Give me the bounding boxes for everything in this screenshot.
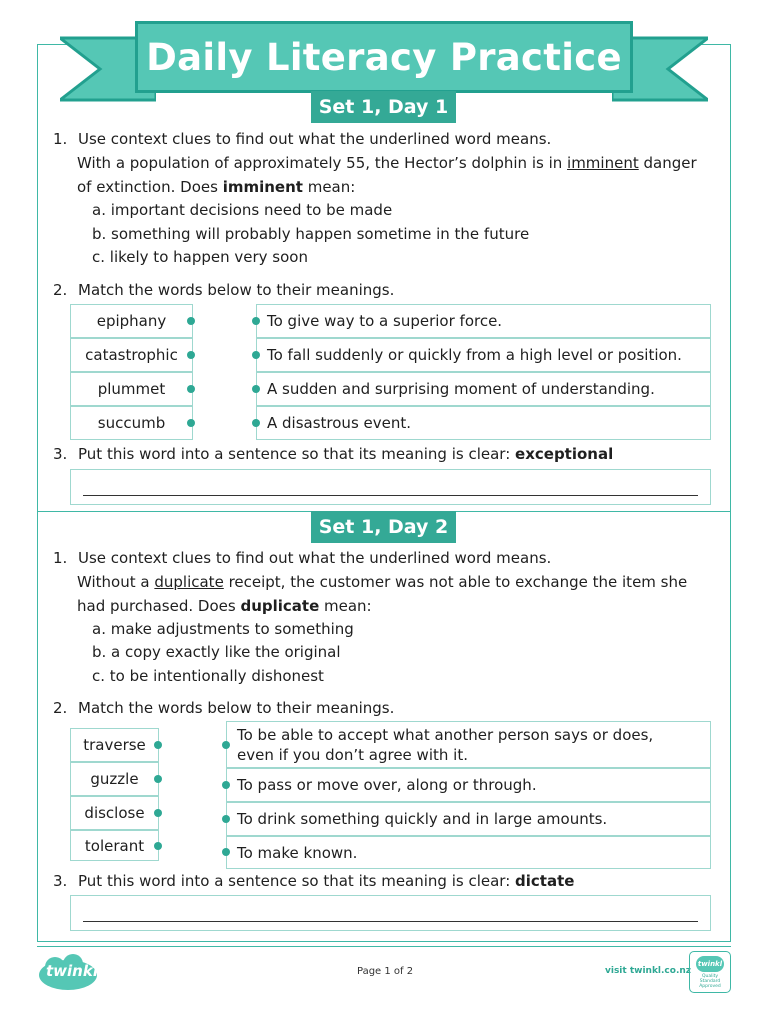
set2-meaning-dot[interactable] <box>222 848 230 856</box>
set1-meaning-dot[interactable] <box>252 385 260 393</box>
set2-meaning-dot[interactable] <box>222 741 230 749</box>
page-number: Page 1 of 2 <box>357 966 414 977</box>
set1-word-dot[interactable] <box>187 317 195 325</box>
set2-meaning-2[interactable]: To pass or move over, along or through. <box>226 768 711 802</box>
set2-meaning-dot[interactable] <box>222 781 230 789</box>
set1-q2-prompt: 2. Match the words below to their meanings. <box>53 281 395 299</box>
set2-word-dot[interactable] <box>154 775 162 783</box>
set1-word-2[interactable]: catastrophic <box>70 338 193 372</box>
page-title: Daily Literacy Practice <box>146 35 622 79</box>
set2-q1-option-a[interactable]: a. make adjustments to something <box>92 620 354 638</box>
underlined-word: duplicate <box>154 573 224 591</box>
set2-word-4[interactable]: tolerant <box>70 830 159 861</box>
answer-line[interactable] <box>83 921 698 922</box>
title-banner <box>135 21 633 93</box>
twinkl-logo-text[interactable]: twinkl <box>46 962 98 980</box>
set2-q1-option-b[interactable]: b. a copy exactly like the original <box>92 643 341 661</box>
set2-word-2[interactable]: guzzle <box>70 762 159 796</box>
set2-label: Set 1, Day 2 <box>311 511 456 543</box>
set1-q1-option-a[interactable]: a. important decisions need to be made <box>92 201 393 219</box>
set1-q1-option-b[interactable]: b. something will probably happen sometime in the future <box>92 225 530 243</box>
set2-q1-question: had purchased. Does duplicate mean: <box>77 597 372 615</box>
set2-word-1[interactable]: traverse <box>70 728 159 762</box>
set1-label: Set 1, Day 1 <box>311 91 456 123</box>
visit-link[interactable]: visit twinkl.co.nz <box>605 966 692 976</box>
set1-meaning-4[interactable]: A disastrous event. <box>256 406 711 440</box>
set2-word-dot[interactable] <box>154 741 162 749</box>
set1-word-dot[interactable] <box>187 385 195 393</box>
set2-q2-prompt: 2. Match the words below to their meanings. <box>53 699 395 717</box>
set1-q1-sentence: With a population of approximately 55, the Hector’s dolphin is in imminent danger <box>77 154 697 172</box>
quality-badge <box>689 951 731 993</box>
set1-q1-question: of extinction. Does imminent mean: <box>77 178 356 196</box>
set1-word-3[interactable]: plummet <box>70 372 193 406</box>
set1-meaning-2[interactable]: To fall suddenly or quickly from a high level or position. <box>256 338 711 372</box>
set1-answer-box[interactable] <box>70 469 711 505</box>
set1-word-dot[interactable] <box>187 351 195 359</box>
set1-q3-prompt: 3. Put this word into a sentence so that its meaning is clear: exceptional <box>53 445 614 463</box>
footer-divider <box>37 946 731 947</box>
set1-meaning-dot[interactable] <box>252 351 260 359</box>
set1-word-dot[interactable] <box>187 419 195 427</box>
underlined-word: imminent <box>567 154 639 172</box>
set2-q3-prompt: 3. Put this word into a sentence so that its meaning is clear: dictate <box>53 872 575 890</box>
set2-answer-box[interactable] <box>70 895 711 931</box>
set1-meaning-1[interactable]: To give way to a superior force. <box>256 304 711 338</box>
set2-q1-prompt: 1. Use context clues to find out what the underlined word means. <box>53 549 552 567</box>
set2-word-3[interactable]: disclose <box>70 796 159 830</box>
set1-word-4[interactable]: succumb <box>70 406 193 440</box>
set2-meaning-dot[interactable] <box>222 815 230 823</box>
set2-meaning-4[interactable]: To make known. <box>226 836 711 869</box>
set1-word-1[interactable]: epiphany <box>70 304 193 338</box>
set2-word-dot[interactable] <box>154 809 162 817</box>
set1-q1-option-c[interactable]: c. likely to happen very soon <box>92 248 308 266</box>
set1-meaning-dot[interactable] <box>252 419 260 427</box>
set1-q1-prompt: 1. Use context clues to find out what the underlined word means. <box>53 130 552 148</box>
set2-meaning-1[interactable]: To be able to accept what another person says or does, even if you don’t agree with it. <box>226 721 711 768</box>
set2-meaning-3[interactable]: To drink something quickly and in large amounts. <box>226 802 711 836</box>
set2-q1-option-c[interactable]: c. to be intentionally dishonest <box>92 667 324 685</box>
badge-logo: twinkl <box>696 956 724 972</box>
set1-meaning-3[interactable]: A sudden and surprising moment of understanding. <box>256 372 711 406</box>
set2-q1-sentence: Without a duplicate receipt, the customer was not able to exchange the item she <box>77 573 688 591</box>
answer-line[interactable] <box>83 495 698 496</box>
badge-text: Quality Standard Approved <box>699 973 721 989</box>
set2-word-dot[interactable] <box>154 842 162 850</box>
set1-meaning-dot[interactable] <box>252 317 260 325</box>
